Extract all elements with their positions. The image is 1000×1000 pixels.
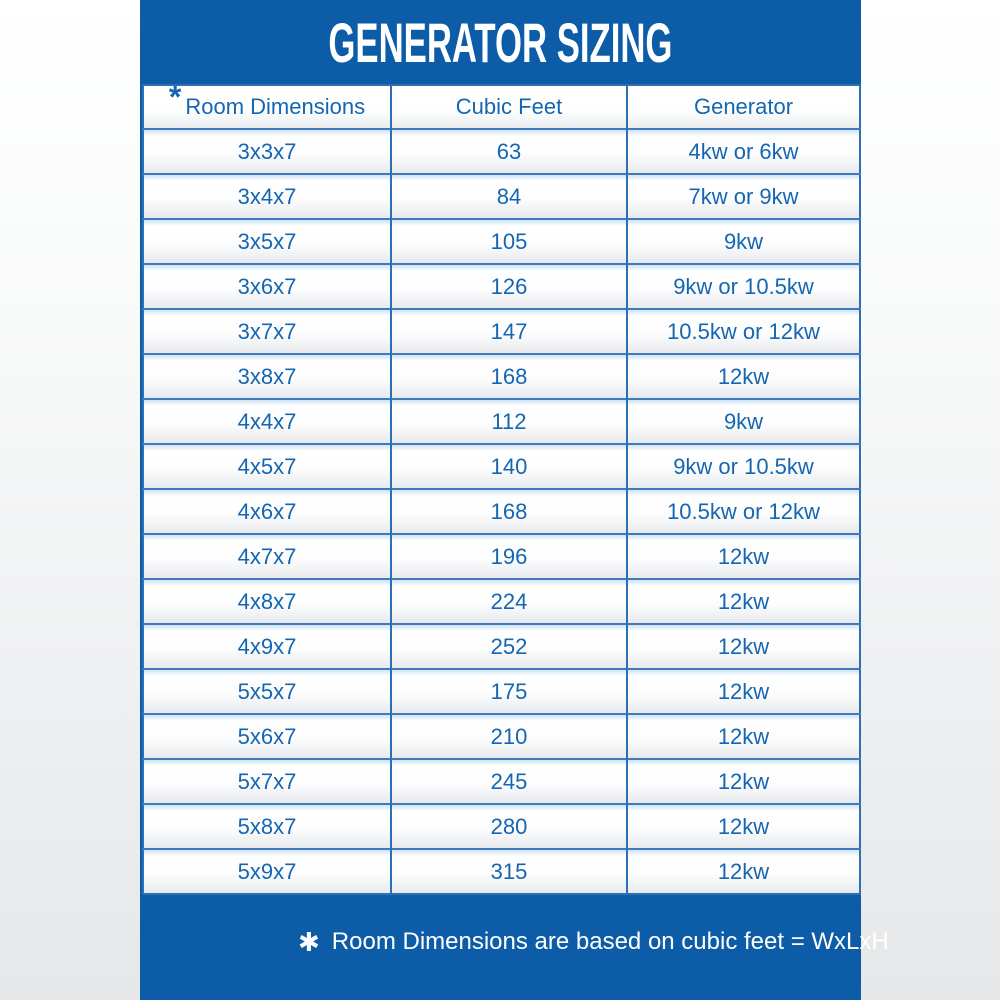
footnote-text: Room Dimensions are based on cubic feet = WxLxH: [331, 928, 889, 955]
table-row: [143, 624, 860, 669]
table-cell: 9kw: [627, 399, 860, 444]
table-cell: 5x7x7: [143, 759, 391, 804]
table-cell: 5x6x7: [143, 714, 391, 759]
table-cell: 12kw: [627, 849, 860, 894]
table-row: [143, 399, 860, 444]
footnote: [298, 928, 889, 956]
table-row: [143, 354, 860, 399]
table-header-row: [143, 85, 860, 129]
table-cell: 12kw: [627, 624, 860, 669]
table-cell: 7kw or 9kw: [627, 174, 860, 219]
column-header-label: Generator: [693, 94, 794, 119]
asterisk-icon: ✱: [298, 927, 320, 957]
table-cell: 4x7x7: [143, 534, 391, 579]
table-row: [143, 804, 860, 849]
table-row: [143, 219, 860, 264]
column-header-label: Cubic Feet: [455, 94, 563, 119]
title-band: [140, 0, 861, 84]
table-row: [143, 129, 860, 174]
table-cell: 105: [391, 219, 627, 264]
table-cell: 4x9x7: [143, 624, 391, 669]
table-cell: 3x8x7: [143, 354, 391, 399]
table-cell: 112: [391, 399, 627, 444]
table-cell: 12kw: [627, 669, 860, 714]
table-cell: 224: [391, 579, 627, 624]
table-row: [143, 309, 860, 354]
table-cell: 4kw or 6kw: [627, 129, 860, 174]
table-cell: 4x6x7: [143, 489, 391, 534]
table-row: [143, 264, 860, 309]
table-cell: 5x5x7: [143, 669, 391, 714]
table-cell: 4x8x7: [143, 579, 391, 624]
table-cell: 12kw: [627, 354, 860, 399]
table-cell: 210: [391, 714, 627, 759]
table-cell: 12kw: [627, 759, 860, 804]
table-cell: 4x5x7: [143, 444, 391, 489]
generator-sizing-table: [142, 84, 861, 895]
column-header-generator: [627, 85, 860, 129]
table-row: [143, 534, 860, 579]
table-row: [143, 759, 860, 804]
table-cell: 196: [391, 534, 627, 579]
table-cell: 3x6x7: [143, 264, 391, 309]
table-cell: 168: [391, 489, 627, 534]
table-row: [143, 849, 860, 894]
table-row: [143, 669, 860, 714]
table-cell: 5x9x7: [143, 849, 391, 894]
table-cell: 3x5x7: [143, 219, 391, 264]
table-cell: 10.5kw or 12kw: [627, 309, 860, 354]
table-row: [143, 174, 860, 219]
table-cell: 175: [391, 669, 627, 714]
table-cell: 4x4x7: [143, 399, 391, 444]
table-cell: 12kw: [627, 534, 860, 579]
table-cell: 9kw or 10.5kw: [627, 444, 860, 489]
table-cell: 245: [391, 759, 627, 804]
table-cell: 147: [391, 309, 627, 354]
table-cell: 280: [391, 804, 627, 849]
table-row: [143, 579, 860, 624]
table-cell: 315: [391, 849, 627, 894]
table-row: [143, 714, 860, 759]
table-cell: 126: [391, 264, 627, 309]
table-row: [143, 489, 860, 534]
table-cell: 140: [391, 444, 627, 489]
table-body: [143, 129, 860, 894]
table-cell: 168: [391, 354, 627, 399]
page-title: GENERATOR SIZING: [328, 10, 673, 74]
table-cell: 5x8x7: [143, 804, 391, 849]
generator-sizing-panel: [140, 0, 889, 1000]
table-cell: 12kw: [627, 579, 860, 624]
table-cell: 84: [391, 174, 627, 219]
table-cell: 63: [391, 129, 627, 174]
table-cell: 9kw or 10.5kw: [627, 264, 860, 309]
asterisk-icon: *: [168, 85, 182, 115]
table-cell: 252: [391, 624, 627, 669]
table-cell: 3x4x7: [143, 174, 391, 219]
column-header-room-dimensions: [143, 85, 391, 129]
table-cell: 12kw: [627, 804, 860, 849]
table-cell: 9kw: [627, 219, 860, 264]
table-cell: 12kw: [627, 714, 860, 759]
table-cell: 10.5kw or 12kw: [627, 489, 860, 534]
column-header-label: Room Dimensions: [185, 94, 366, 119]
table-row: [143, 444, 860, 489]
table-cell: 3x7x7: [143, 309, 391, 354]
column-header-cubic-feet: [391, 85, 627, 129]
table-cell: 3x3x7: [143, 129, 391, 174]
